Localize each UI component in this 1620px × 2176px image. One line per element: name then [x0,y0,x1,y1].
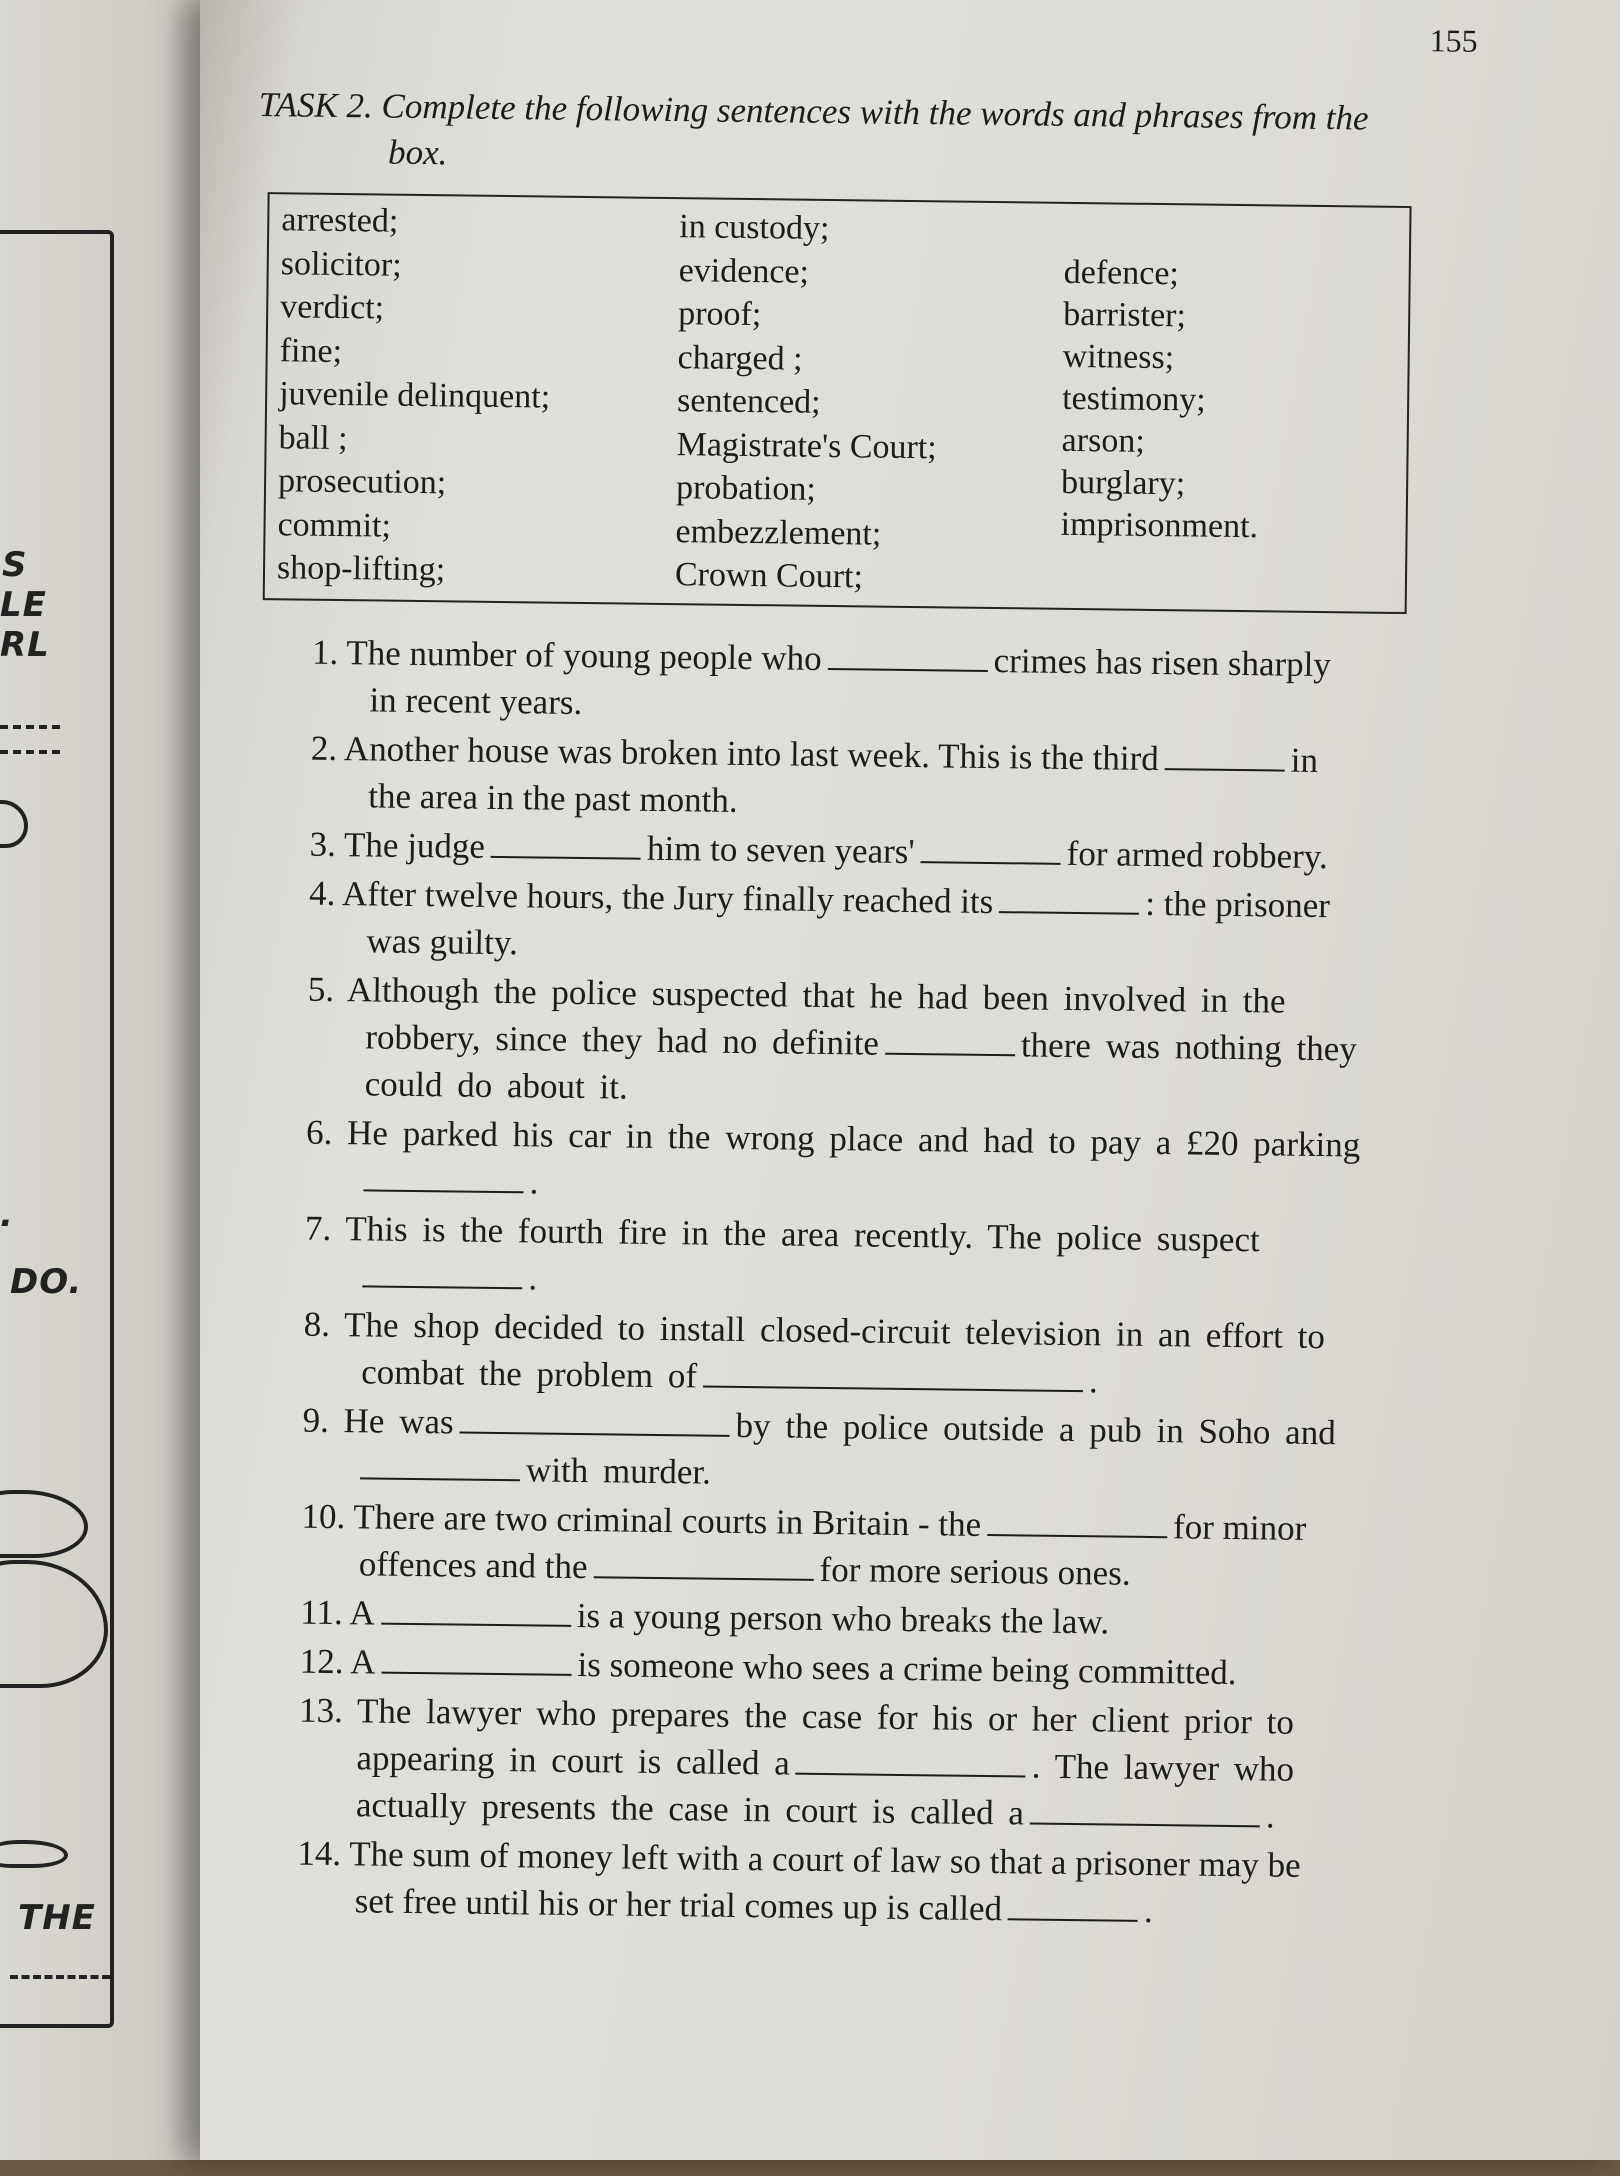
exercise-text: 6. He parked his car in the wrong place and had to pay a £20 parking [305,1112,1361,1165]
answer-blank [921,860,1061,865]
exercise-text: for more serious ones. [819,1549,1131,1593]
answer-blank [796,1772,1026,1778]
exercise-list [296,629,1442,1940]
answer-blank [703,1385,1083,1393]
comic-dashed-line [0,750,60,754]
answer-blank [987,1533,1167,1538]
exercise-text: 1. The number of young people who [311,632,822,678]
comic-panel-border [0,230,114,2028]
exercise-text: : the prisoner [1145,883,1331,926]
word-box-item: Crown Court; [674,556,864,596]
exercise-text: . [1088,1361,1099,1401]
exercise-text: 3. The judge [309,824,486,866]
exercise-text: for minor [1172,1507,1307,1548]
exercise-text: 14. The sum of money left with a court of law so that a prisoner may be [297,1833,1301,1885]
word-box-item: juvenile delinquent; [278,375,551,416]
exercise-text: appearing in court is called a [356,1738,791,1783]
comic-dashed-line [10,1975,110,1979]
exercise-text: 13. The lawyer who prepares the case for his or her client prior to [298,1690,1295,1742]
answer-blank [491,855,641,860]
word-box-item: embezzlement; [675,512,882,553]
answer-blank [828,667,988,672]
exercise-6 [305,1109,1436,1217]
answer-blank [885,1052,1015,1057]
exercise-text: 8. The shop decided to install closed-circuit television in an effort to [303,1304,1326,1357]
task-title [258,82,1459,189]
exercise-text: him to seven years' [646,828,915,872]
exercise-text: for armed robbery. [1066,833,1329,877]
word-box-item: prosecution; [277,462,447,502]
answer-blank [593,1575,813,1581]
word-box-item: evidence; [678,251,810,291]
word-box-item: commit; [277,505,392,545]
word-box-item: in custody; [679,208,830,247]
exercise-text: could do about it. [364,1064,628,1107]
exercise-text: is someone who sees a crime being committed. [577,1645,1237,1693]
word-column-1 [277,198,553,593]
exercise-text: robbery, since they had no definite [365,1017,880,1063]
page-number: 155 [1429,22,1478,59]
exercise-text: 11. A [300,1592,376,1633]
exercise-2 [310,725,1441,833]
answer-blank [360,1476,520,1481]
word-box-item: arrested; [281,201,399,240]
exercise-text: 4. After twelve hours, the Jury finally reached its [308,873,994,922]
word-box-item: charged ; [677,338,803,378]
word-box-item: burglary; [1060,463,1186,503]
exercise-text: in recent years. [369,680,583,722]
exercise-text: the area in the past month. [368,776,738,820]
answer-blank [362,1284,522,1289]
answer-blank [460,1431,730,1437]
comic-text-fragment: DO. [10,1262,83,1302]
exercise-10 [301,1493,1432,1601]
exercise-13 [298,1687,1430,1842]
word-column-2 [675,205,940,600]
answer-blank [999,910,1139,915]
comic-dashed-line [0,725,60,729]
comic-text-fragment: S [2,545,28,585]
answer-blank [1165,767,1285,771]
word-box-item: sentenced; [676,382,821,421]
answer-blank [381,1622,571,1627]
exercise-text: crimes has risen sharply [993,641,1332,685]
exercise-text: . [1143,1890,1154,1931]
exercise-1 [311,629,1442,737]
task-title-line: box. [387,132,448,173]
word-box-item: fine; [279,331,343,370]
exercise-text: offences and the [358,1544,588,1587]
word-box [263,192,1412,614]
exercise-7 [304,1205,1435,1313]
word-box-item: verdict; [280,288,385,327]
exercise-text: 12. A [299,1641,376,1682]
exercise-text: actually presents the case in court is called a [355,1785,1025,1833]
word-box-item: shop-lifting; [276,549,446,589]
answer-blank [363,1188,523,1193]
word-box-item: proof; [677,295,762,334]
word-box-item: Magistrate's Court; [676,425,937,466]
exercise-text: 10. There are two criminal courts in Britain - the [301,1496,982,1544]
word-box-item: witness; [1062,337,1175,377]
word-box-item: ball ; [278,418,348,457]
comic-text-fragment: LE [0,585,47,625]
exercise-text: 5. Although the police suspected that he had been involved in the [307,969,1286,1021]
exercise-text: combat the problem of [361,1352,698,1396]
exercise-text: 7. This is the fourth fire in the area recently. The police suspect [304,1208,1260,1260]
word-box-item: imprisonment. [1060,505,1259,546]
word-box-item: arson; [1061,421,1145,460]
word-column-3 [1060,252,1261,548]
word-box-item: testimony; [1061,379,1206,419]
word-box-item: solicitor; [280,244,402,284]
task-title-line: TASK 2. Complete the following sentences with the words and phrases from the [258,84,1369,138]
exercise-text: with murder. [525,1450,712,1492]
exercise-text: by the police outside a pub in Soho and [735,1405,1336,1453]
exercise-text: in [1290,740,1319,780]
exercise-4 [308,870,1439,978]
answer-blank [1030,1822,1260,1828]
exercise-text: . [1265,1796,1275,1836]
page-content [234,0,1600,2176]
comic-text-fragment: THE [18,1898,96,1938]
exercise-9 [302,1397,1433,1505]
exercise-text: there was nothing they [1020,1025,1358,1069]
exercise-text: 9. He was [302,1400,454,1442]
exercise-text: 2. Another house was broken into last week. This is the third [310,728,1160,779]
comic-text-fragment: . [0,1195,14,1235]
word-box-item: defence; [1063,253,1180,293]
word-box-item: probation; [675,469,817,508]
exercise-8 [303,1301,1434,1409]
exercise-text: . [529,1162,539,1202]
answer-blank [381,1671,571,1676]
answer-blank [1008,1917,1138,1922]
exercise-text: was guilty. [366,921,519,963]
exercise-text: . [528,1258,538,1298]
exercise-text: . The lawyer who [1031,1746,1295,1789]
exercise-5 [306,966,1438,1121]
exercise-text: is a young person who breaks the law. [576,1595,1110,1642]
exercise-14 [297,1830,1428,1938]
exercise-text: set free until his or her trial comes up is called [354,1881,1003,1929]
book-page [200,0,1620,2160]
word-box-item: barrister; [1062,295,1187,335]
comic-text-fragment: RL [0,625,50,665]
